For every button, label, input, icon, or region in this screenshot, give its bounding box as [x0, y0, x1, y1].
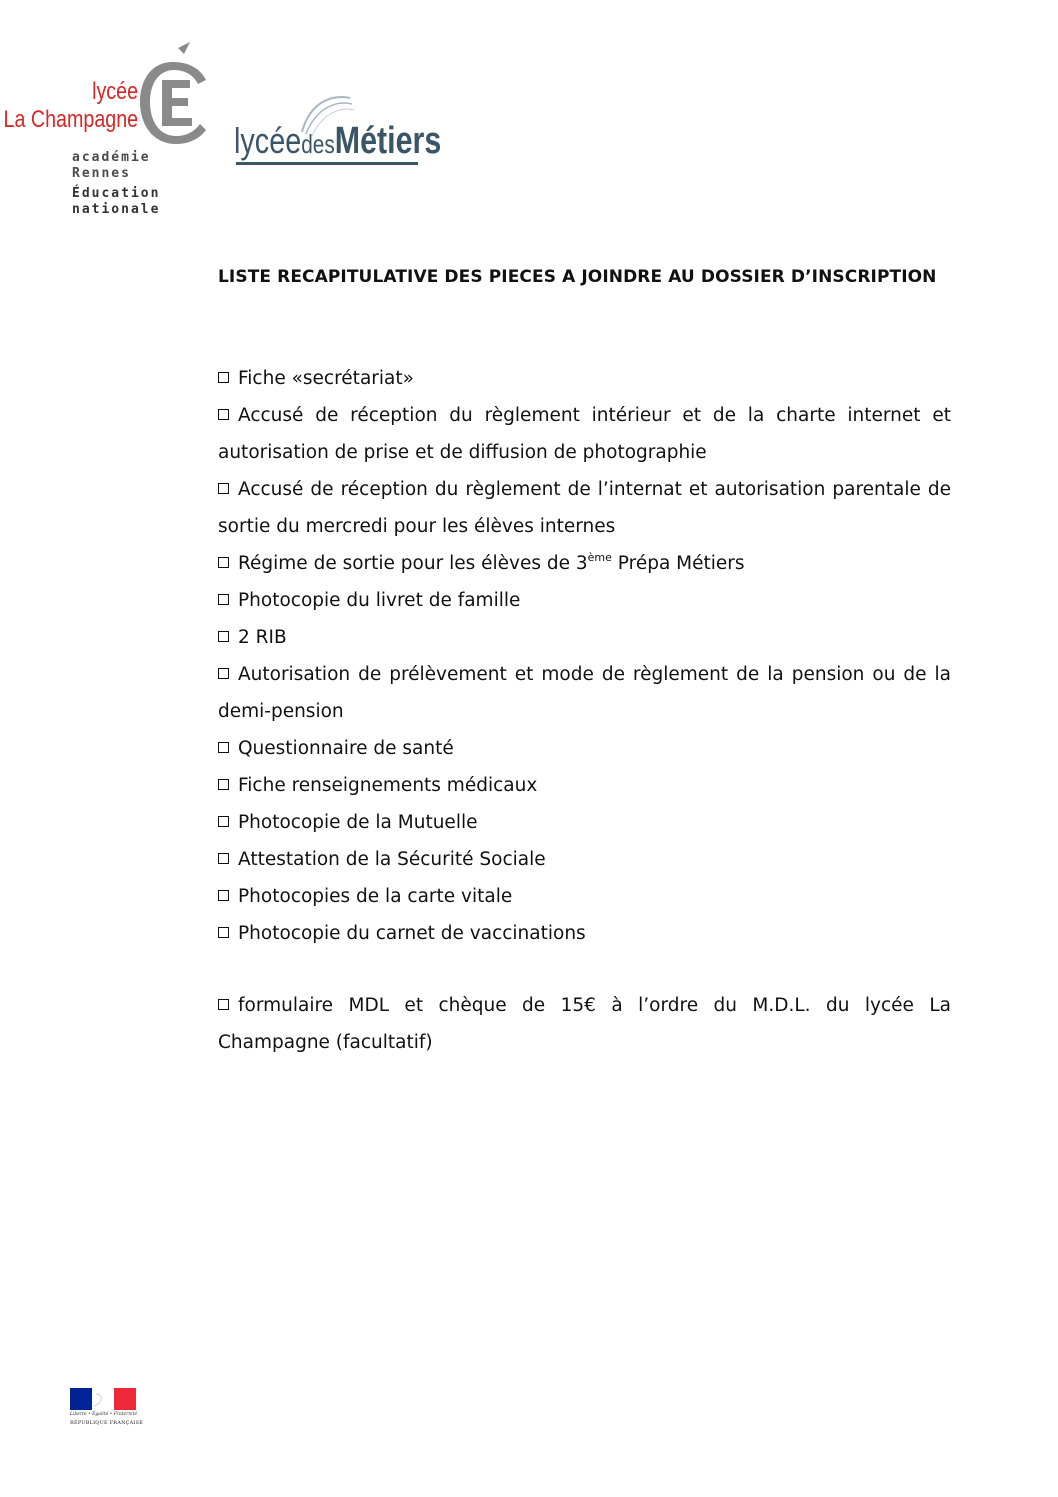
list-item-label: Photocopie du carnet de vaccinations: [238, 923, 586, 944]
checkbox-icon[interactable]: [218, 779, 229, 790]
checkbox-icon[interactable]: [218, 594, 229, 605]
list-item: [218, 878, 951, 915]
optional-item-label: formulaire MDL et chèque de 15€ à l’ordre du M.D.L. du lycée La Champagne (facultatif): [218, 995, 951, 1053]
nationale-word: nationale: [72, 202, 161, 217]
list-item-label: Accusé de réception du règlement intérieur et de la charte internet et autorisation de prise et de diffusion de photographie: [218, 405, 951, 463]
checkbox-icon[interactable]: [218, 631, 229, 642]
checkbox-icon[interactable]: [218, 742, 229, 753]
metiers-des-word: des: [301, 129, 335, 159]
documents-checklist: [218, 360, 951, 952]
academie-word: académie: [72, 150, 151, 165]
list-item-label: Fiche «secrétariat»: [238, 368, 414, 389]
list-item-label: Attestation de la Sécurité Sociale: [238, 849, 546, 870]
list-item-label: Photocopies de la carte vitale: [238, 886, 513, 907]
rennes-word: Rennes: [72, 166, 131, 181]
la-champagne-word: La Champagne: [3, 106, 138, 133]
checkbox-icon[interactable]: [218, 999, 229, 1010]
metiers-underline: [236, 162, 418, 165]
lycee-la-champagne-logo: [3, 40, 210, 225]
checkbox-icon[interactable]: [218, 483, 229, 494]
education-e-icon: [138, 40, 208, 160]
metiers-lycee-word: lycée: [234, 120, 302, 161]
list-item-label: Accusé de réception du règlement de l’internat et autorisation parentale de sortie du mercredi pour les élèves internes: [218, 479, 951, 537]
list-item-label: Photocopie du livret de famille: [238, 590, 521, 611]
optional-item: [218, 987, 951, 1061]
regime-label-before: Régime de sortie pour les élèves de 3: [238, 553, 588, 574]
checkbox-icon[interactable]: [218, 409, 229, 420]
checkbox-icon[interactable]: [218, 816, 229, 827]
list-item: [218, 545, 951, 582]
list-item: [218, 360, 951, 397]
checkbox-icon[interactable]: [218, 372, 229, 383]
marianne-flag-icon: [70, 1388, 136, 1410]
list-item-label: Fiche renseignements médicaux: [238, 775, 538, 796]
regime-superscript: ème: [587, 551, 612, 564]
marianne-republique: RÉPUBLIQUE FRANÇAISE: [70, 1420, 144, 1426]
list-item: [218, 730, 951, 767]
regime-label-after: Prépa Métiers: [611, 553, 745, 574]
marianne-motto: Liberté • Égalité • Fraternité: [70, 1412, 138, 1417]
list-item: [218, 619, 951, 656]
checkbox-icon[interactable]: [218, 927, 229, 938]
list-item: [218, 397, 951, 471]
education-word: Éducation: [72, 186, 161, 201]
lycee-word: lycée: [92, 78, 138, 105]
list-item-label: Photocopie de la Mutuelle: [238, 812, 478, 833]
page-title: LISTE RECAPITULATIVE DES PIECES A JOINDRE AU DOSSIER D’INSCRIPTION: [218, 267, 937, 287]
list-item: [218, 656, 951, 730]
list-item-label: Questionnaire de santé: [238, 738, 454, 759]
lycee-des-metiers-logo: [232, 92, 442, 172]
list-item-label: 2 RIB: [238, 627, 287, 648]
metiers-wordmark: [234, 120, 441, 163]
checkbox-icon[interactable]: [218, 890, 229, 901]
list-item: [218, 915, 951, 952]
checkbox-icon[interactable]: [218, 668, 229, 679]
list-item-label: Autorisation de prélèvement et mode de règlement de la pension ou de la demi-pension: [218, 664, 951, 722]
republique-francaise-logo: [70, 1388, 144, 1430]
list-item: [218, 767, 951, 804]
list-item: [218, 804, 951, 841]
list-item: [218, 471, 951, 545]
checkbox-icon[interactable]: [218, 557, 229, 568]
metiers-metiers-word: Métiers: [334, 120, 442, 162]
list-item: [218, 841, 951, 878]
list-item: [218, 582, 951, 619]
checkbox-icon[interactable]: [218, 853, 229, 864]
